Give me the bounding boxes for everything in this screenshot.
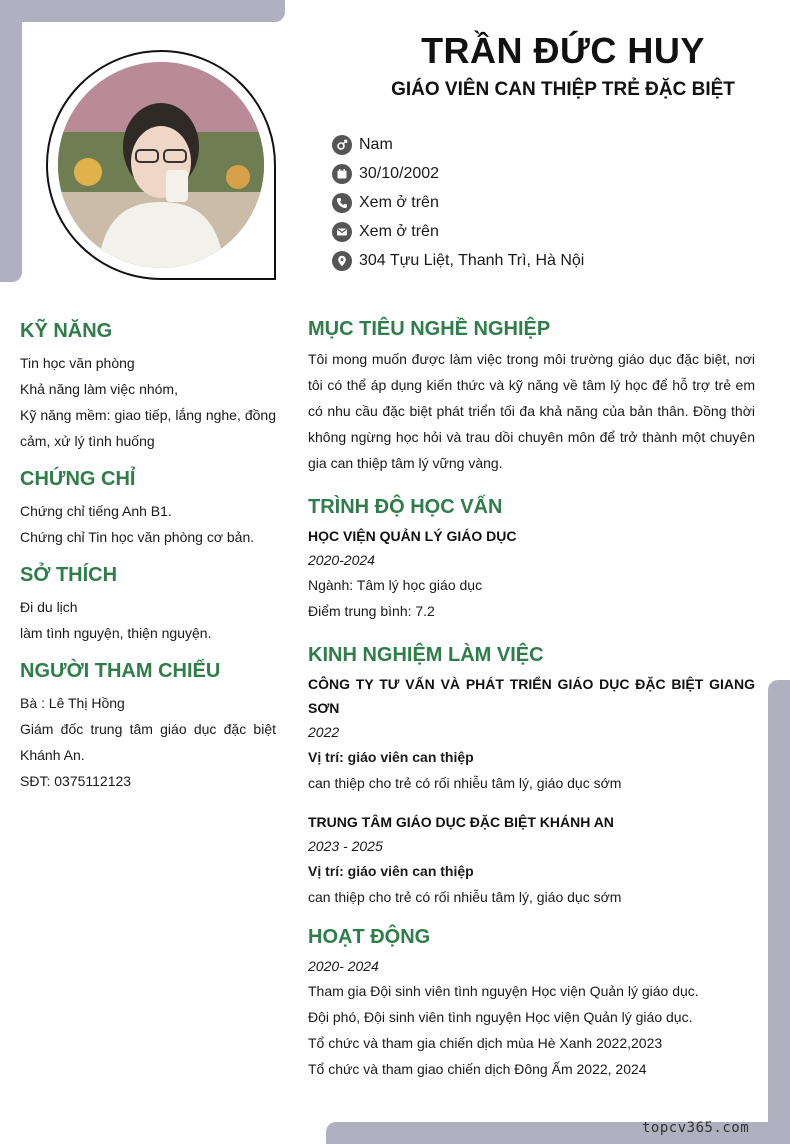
decor-bar-left bbox=[0, 0, 22, 282]
job-title: GIÁO VIÊN CAN THIỆP TRẺ ĐẶC BIỆT bbox=[391, 79, 735, 100]
objective-section bbox=[308, 316, 755, 476]
activities-section bbox=[308, 924, 755, 1082]
reference-item: Giám đốc trung tâm giáo dục đặc biệt Khánh An. bbox=[20, 721, 276, 763]
activities-period: 2020- 2024 bbox=[308, 958, 379, 974]
calendar-icon bbox=[332, 164, 352, 184]
education-gpa: Điểm trung bình: 7.2 bbox=[308, 603, 435, 619]
contact-birthday-text: 30/10/2002 bbox=[359, 164, 440, 182]
experience-title: KINH NGHIỆM LÀM VIỆC bbox=[308, 644, 544, 666]
activity-item: Tổ chức và tham giao chiến dịch Đông Ấm 2022, 2024 bbox=[308, 1061, 647, 1077]
certificates-title: CHỨNG CHỈ bbox=[20, 468, 136, 490]
left-column bbox=[20, 318, 276, 806]
hobbies-section bbox=[20, 562, 276, 646]
job-entry bbox=[308, 810, 755, 910]
references-section bbox=[20, 658, 276, 794]
objective-text: Tôi mong muốn được làm việc trong môi trường giáo dục đặc biệt, nơi tôi có thể áp dụng kiến thức và kỹ năng về tâm lý học để hỗ trợ trẻ em có nhu cầu đặc biệt phát triển tối đa khả năng của bản thân. Đồng thời không ngừng học hỏi và trau dồi chuyên môn để trở thành một chuyên gia can thiệp tâm lý vững vàng. bbox=[308, 351, 755, 471]
contact-address-text: 304 Tựu Liệt, Thanh Trì, Hà Nội bbox=[359, 251, 585, 269]
education-period: 2020-2024 bbox=[308, 552, 375, 568]
email-icon bbox=[332, 222, 352, 242]
hobbies-title: SỞ THÍCH bbox=[20, 564, 118, 586]
education-section bbox=[308, 494, 755, 624]
contact-birthday bbox=[332, 159, 584, 188]
right-column bbox=[308, 316, 755, 1082]
education-title: TRÌNH ĐỘ HỌC VẤN bbox=[308, 496, 503, 518]
candidate-name: TRẦN ĐỨC HUY bbox=[421, 30, 705, 71]
watermark: topcv365.com bbox=[642, 1120, 750, 1136]
job-company: TRUNG TÂM GIÁO DỤC ĐẶC BIỆT KHÁNH AN bbox=[308, 814, 614, 830]
avatar-frame bbox=[46, 50, 276, 280]
job-period: 2023 - 2025 bbox=[308, 838, 383, 854]
certificate-item: Chứng chỉ Tin học văn phòng cơ bản. bbox=[20, 529, 255, 545]
job-position: Vị trí: giáo viên can thiệp bbox=[308, 863, 474, 879]
decor-bar-top bbox=[0, 0, 285, 22]
decor-bar-right bbox=[768, 680, 790, 1144]
location-icon bbox=[332, 251, 352, 271]
objective-title: MỤC TIÊU NGHỀ NGHIỆP bbox=[308, 318, 551, 340]
activity-item: Tổ chức và tham gia chiến dịch mùa Hè Xanh 2022,2023 bbox=[308, 1035, 663, 1051]
experience-section bbox=[308, 642, 755, 910]
skills-section bbox=[20, 318, 276, 454]
hobby-item: làm tình nguyện, thiện nguyện. bbox=[20, 625, 212, 641]
certificates-section bbox=[20, 466, 276, 550]
reference-item: SĐT: 0375112123 bbox=[20, 773, 132, 789]
education-major: Ngành: Tâm lý học giáo dục bbox=[308, 577, 483, 593]
activity-item: Đội phó, Đội sinh viên tình nguyện Học viện Quản lý giáo dục. bbox=[308, 1009, 693, 1025]
job-entry bbox=[308, 672, 755, 796]
skills-title: KỸ NĂNG bbox=[20, 320, 113, 342]
certificate-item: Chứng chỉ tiếng Anh B1. bbox=[20, 503, 172, 519]
contact-list bbox=[332, 130, 584, 275]
job-position: Vị trí: giáo viên can thiệp bbox=[308, 749, 474, 765]
contact-gender bbox=[332, 130, 584, 159]
phone-icon bbox=[332, 193, 352, 213]
job-company: CÔNG TY TƯ VẤN VÀ PHÁT TRIỂN GIÁO DỤC ĐẶC BIỆT GIANG SƠN bbox=[308, 676, 755, 716]
job-description: can thiệp cho trẻ có rối nhiễu tâm lý, giáo dục sớm bbox=[308, 775, 622, 791]
activity-item: Tham gia Đội sinh viên tình nguyện Học viện Quản lý giáo dục. bbox=[308, 983, 699, 999]
avatar-image bbox=[58, 62, 264, 268]
contact-email bbox=[332, 217, 584, 246]
contact-gender-text: Nam bbox=[359, 135, 393, 153]
job-description: can thiệp cho trẻ có rối nhiễu tâm lý, giáo dục sớm bbox=[308, 889, 622, 905]
contact-email-text: Xem ở trên bbox=[359, 222, 439, 240]
school-name: HỌC VIỆN QUẢN LÝ GIÁO DỤC bbox=[308, 528, 517, 544]
job-period: 2022 bbox=[308, 724, 340, 740]
avatar bbox=[58, 62, 264, 268]
hobby-item: Đi du lịch bbox=[20, 599, 78, 615]
skill-item: Kỹ năng mềm: giao tiếp, lắng nghe, đồng cảm, xử lý tình huống bbox=[20, 407, 276, 449]
references-title: NGƯỜI THAM CHIẾU bbox=[20, 660, 221, 682]
reference-item: Bà : Lê Thị Hồng bbox=[20, 695, 125, 711]
activities-title: HOẠT ĐỘNG bbox=[308, 926, 431, 948]
contact-phone-text: Xem ở trên bbox=[359, 193, 439, 211]
contact-address bbox=[332, 246, 584, 275]
gender-icon bbox=[332, 135, 352, 155]
skill-item: Khả năng làm việc nhóm, bbox=[20, 381, 178, 397]
skill-item: Tin học văn phòng bbox=[20, 355, 135, 371]
contact-phone bbox=[332, 188, 584, 217]
